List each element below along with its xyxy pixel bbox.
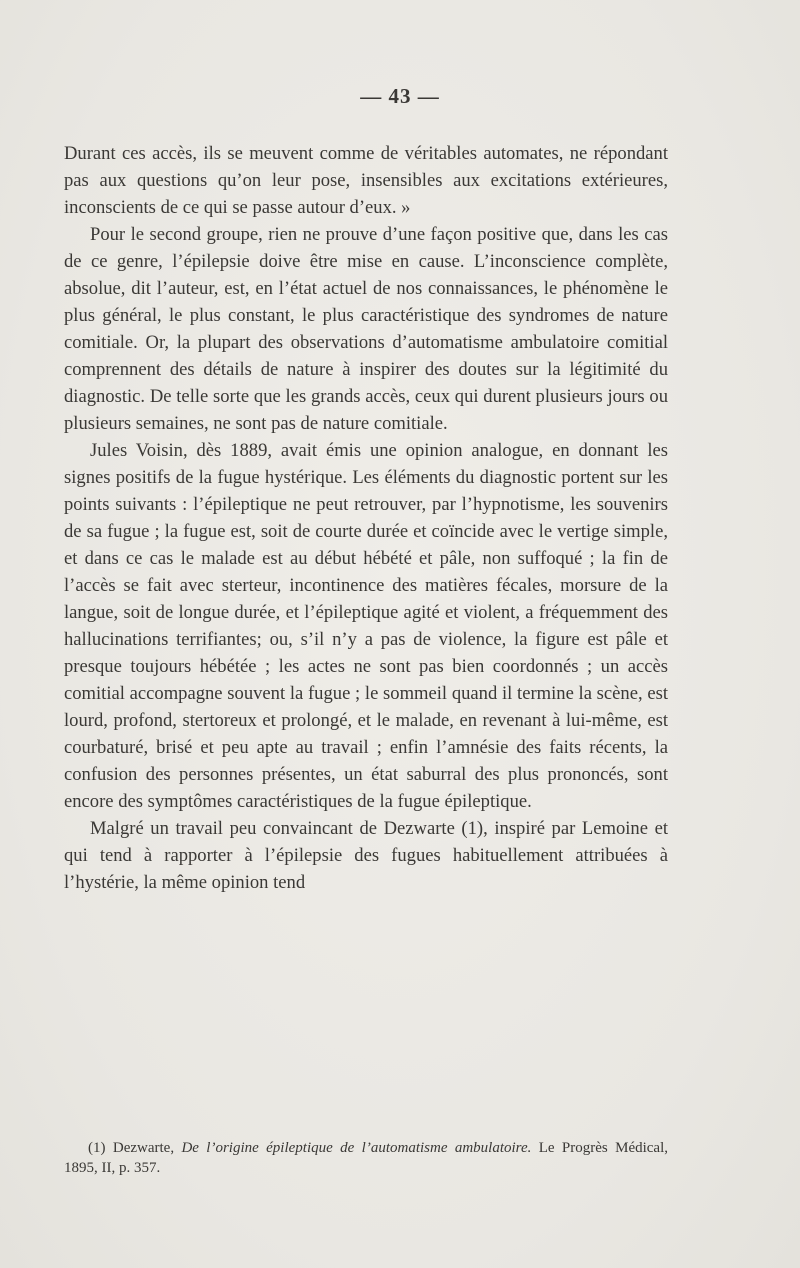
page-number: — 43 — xyxy=(360,84,440,108)
footnote-source: Le Progrès Médical, 1895, II, p. 357. xyxy=(64,1140,668,1176)
footnote-marker: (1) xyxy=(88,1140,106,1156)
paragraph-2: Pour le second groupe, rien ne prouve d’une façon positive que, dans les cas de ce genre, l’épilepsie doive être mise en cause. L’inconscience complète, absolue, dit l’auteur, est, en l’état actuel de nos connaissances, le phénomène le plus général, le plus constant, le plus caractéristique des syndromes de nature comitiale. Or, la plupart des observations d’automatisme ambulatoire comitial comprennent des détails de nature à inspirer des doutes sur la légitimité du diagnostic. De telle sorte que les grands accès, ceux qui durent plusieurs jours ou plusieurs semaines, ne sont pas de nature comitiale. xyxy=(64,224,668,434)
footnote-title: De l’origine épileptique de l’automatisme ambulatoire. xyxy=(181,1140,532,1156)
footnote xyxy=(64,1138,668,1178)
paragraph-4: Malgré un travail peu convaincant de Dezwarte (1), inspiré par Lemoine et qui tend à rapporter à l’épilepsie des fugues habituellement attribuées à l’hystérie, la même opinion tend xyxy=(64,818,668,893)
paragraph-1: Durant ces accès, ils se meuvent comme de véritables automates, ne répondant pas aux questions qu’on leur pose, insensibles aux excitations extérieures, inconscients de ce qui se passe autour d’eux. » xyxy=(64,143,668,218)
body-text xyxy=(64,140,668,896)
paragraph-3: Jules Voisin, dès 1889, avait émis une opinion analogue, en donnant les signes positifs de la fugue hystérique. Les éléments du diagnostic portent sur les points suivants : l’épileptique ne peut retrouver, par l’hypnotisme, les souvenirs de sa fugue ; la fugue est, soit de courte durée et coïncide avec le vertige simple, et dans ce cas le malade est au début hébété et pâle, non suffoqué ; la fin de l’accès se fait avec sterteur, incontinence des matières fécales, morsure de la langue, soit de longue durée, et l’épileptique agité et violent, a fréquemment des hallucinations terrifiantes; ou, s’il n’y a pas de violence, la figure est pâle et presque toujours hébétée ; les actes ne sont pas bien coordonnés ; un accès comitial accompagne souvent la fugue ; le sommeil quand il termine la scène, est lourd, profond, stertoreux et prolongé, et le malade, en revenant à lui-même, est courbaturé, brisé et peu apte au travail ; enfin l’amnésie des faits récents, la confusion des personnes présentes, un état saburral des plus prononcés, sont encore des symptômes caractéristiques de la fugue épileptique. xyxy=(64,440,668,812)
footnote-author: Dezwarte, xyxy=(112,1140,175,1156)
